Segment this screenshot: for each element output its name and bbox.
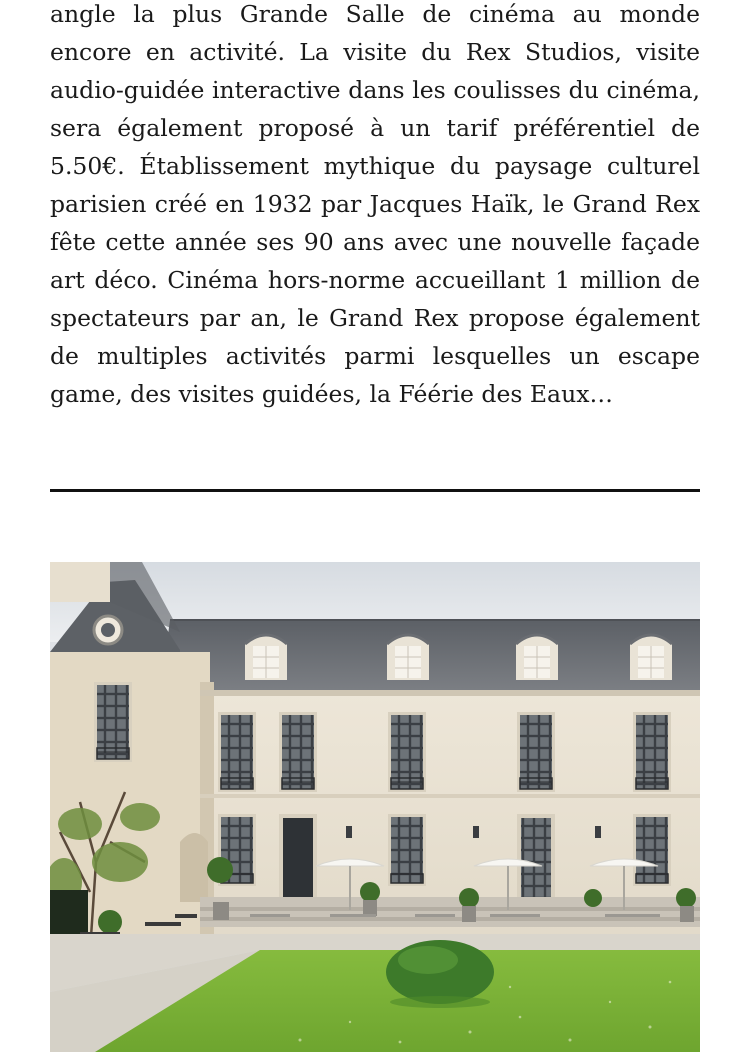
article-paragraph: angle la plus Grande Salle de cinéma au monde encore en activité. La visite du Rex Studios, visite audio-guidée interactive dans les coulisses du cinéma, sera également proposé à un tarif préférentiel de 5.50€. Établissement mythique du paysage culturel parisien créé en 1932 par Jacques Haïk, le Grand Rex fête cette année ses 90 ans avec une nouvelle façade art déco. Cinéma hors-norme accueillant 1 million de spectateurs par an, le Grand Rex propose également de multiples activités parmi lesquelles un escape game, des visites guidées, la Féérie des Eaux… [50, 0, 700, 408]
section-divider [50, 489, 700, 492]
courtyard-illustration [50, 562, 700, 1052]
courtyard-photo [50, 562, 700, 1052]
